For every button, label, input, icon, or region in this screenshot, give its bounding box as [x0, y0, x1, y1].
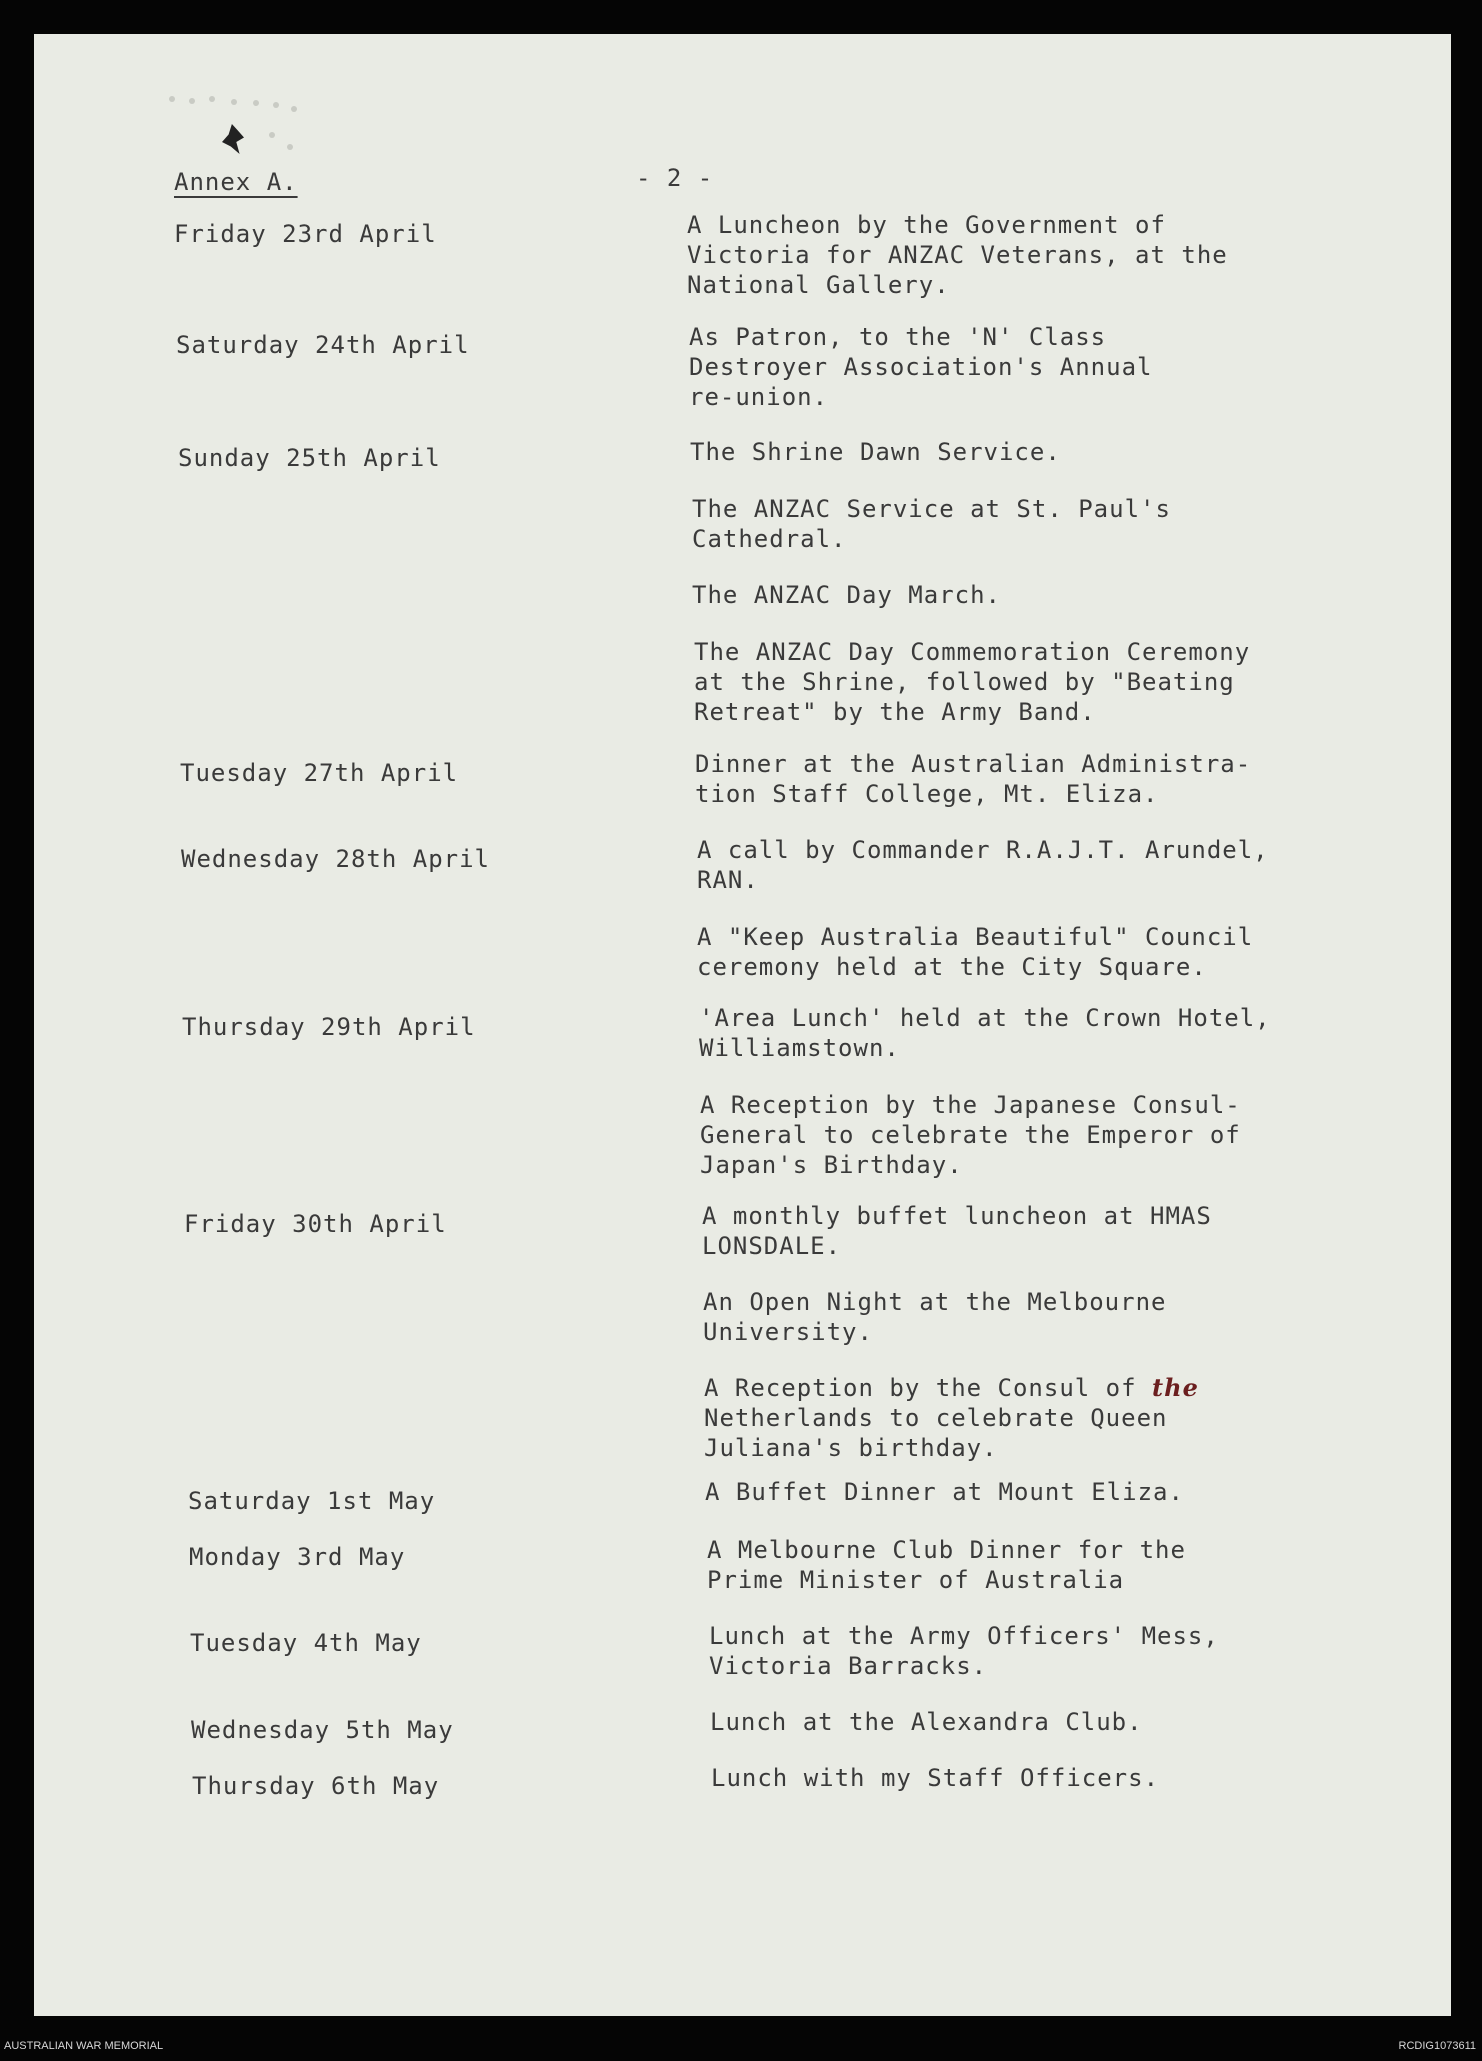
- date-tuesday-27-april: Tuesday 27th April: [180, 759, 459, 787]
- event-staff-officers-lunch: Lunch with my Staff Officers.: [711, 1764, 1160, 1792]
- footer-archive-name: AUSTRALIAN WAR MEMORIAL: [4, 2040, 164, 2052]
- event-keep-australia-beautiful: A "Keep Australia Beautiful" Council ceremony held at the City Square.: [697, 923, 1254, 981]
- event-shrine-dawn-service: The Shrine Dawn Service.: [690, 438, 1061, 466]
- event-netherlands-consul-reception: [704, 1373, 1384, 1463]
- event-japanese-consul-reception: A Reception by the Japanese Consul- General to celebrate the Emperor of Japan's Birthday.: [700, 1091, 1241, 1179]
- event-mount-eliza-buffet-dinner: A Buffet Dinner at Mount Eliza.: [705, 1478, 1184, 1506]
- event-staff-college-dinner: Dinner at the Australian Administra- tion Staff College, Mt. Eliza.: [695, 750, 1252, 808]
- event-area-lunch: 'Area Lunch' held at the Crown Hotel, Williamstown.: [699, 1004, 1271, 1062]
- annex-heading: Annex A.: [174, 168, 298, 196]
- event-hmas-lonsdale-luncheon: A monthly buffet luncheon at HMAS LONSDALE.: [702, 1202, 1212, 1260]
- date-wednesday-5-may: Wednesday 5th May: [191, 1716, 454, 1744]
- reception-text-end: Netherlands to celebrate Queen Juliana's birthday.: [704, 1404, 1168, 1462]
- handwritten-correction: the: [1152, 1373, 1199, 1402]
- event-anzac-service-st-pauls: The ANZAC Service at St. Paul's Cathedral.: [692, 495, 1171, 553]
- date-friday-23-april: Friday 23rd April: [174, 220, 437, 248]
- binder-perforation-marks: [169, 96, 319, 166]
- event-commander-call: A call by Commander R.A.J.T. Arundel, RAN.: [697, 836, 1269, 894]
- reception-text-start: A Reception by the Consul of: [704, 1374, 1153, 1402]
- event-alexandra-club-lunch: Lunch at the Alexandra Club.: [710, 1708, 1143, 1736]
- event-melbourne-university-open-night: An Open Night at the Melbourne University.: [703, 1288, 1167, 1346]
- date-monday-3-may: Monday 3rd May: [189, 1543, 406, 1571]
- footer-document-id: RCDIG1073611: [1398, 2040, 1476, 2052]
- date-thursday-29-april: Thursday 29th April: [182, 1013, 476, 1041]
- date-sunday-25-april: Sunday 25th April: [178, 444, 441, 472]
- event-army-officers-mess-lunch: Lunch at the Army Officers' Mess, Victoria Barracks.: [709, 1622, 1219, 1680]
- document-page: [34, 34, 1451, 2016]
- date-thursday-6-may: Thursday 6th May: [192, 1772, 440, 1800]
- event-anzac-day-march: The ANZAC Day March.: [692, 581, 1001, 609]
- date-tuesday-4-may: Tuesday 4th May: [190, 1629, 422, 1657]
- event-anzac-commemoration-ceremony: The ANZAC Day Commemoration Ceremony at the Shrine, followed by "Beating Retreat" by the Army Band.: [694, 638, 1251, 726]
- event-destroyer-association-reunion: As Patron, to the 'N' Class Destroyer Association's Annual re-union.: [689, 323, 1153, 411]
- date-friday-30-april: Friday 30th April: [184, 1210, 447, 1238]
- date-saturday-24-april: Saturday 24th April: [176, 331, 470, 359]
- event-melbourne-club-dinner: A Melbourne Club Dinner for the Prime Minister of Australia: [707, 1536, 1186, 1594]
- event-government-luncheon: A Luncheon by the Government of Victoria for ANZAC Veterans, at the National Gallery.: [687, 211, 1228, 299]
- page-number: - 2 -: [636, 164, 714, 192]
- date-wednesday-28-april: Wednesday 28th April: [181, 845, 490, 873]
- date-saturday-1-may: Saturday 1st May: [188, 1487, 436, 1515]
